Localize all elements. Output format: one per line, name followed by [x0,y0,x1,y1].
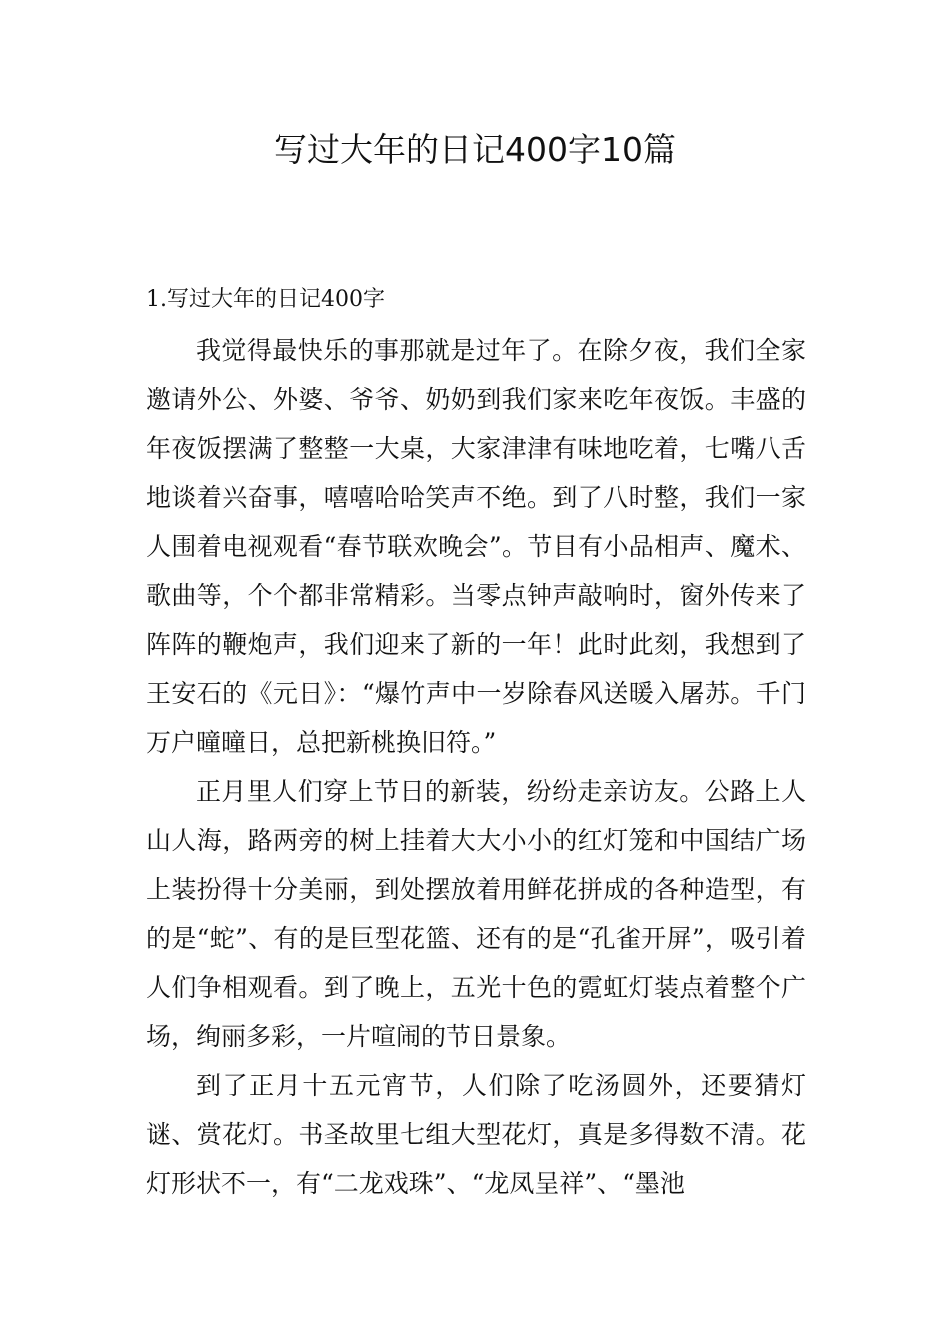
document-title: 写过大年的日记400字10篇 [274,130,676,169]
section-heading: 1.写过大年的日记400字 [146,287,385,312]
paragraph-1: 我觉得最快乐的事那就是过年了。在除夕夜，我们全家邀请外公、外婆、爷爷、奶奶到我们家来吃年夜饭。丰盛的年夜饭摆满了整整一大桌，大家津津有味地吃着，七嘴八舌地谈着兴奋事，嘻嘻哈哈笑声不绝。到了八时整，我们一家人围着电视观看“春节联欢晚会”。节目有小品相声、魔术、歌曲等，个个都非常精彩。当零点钟声敲响时，窗外传来了阵阵的鞭炮声，我们迎来了新的一年！此时此刻，我想到了王安石的《元日》：“爆竹声中一岁除春风送暖入屠苏。千门万户曈曈日，总把新桃换旧符。” [146,336,806,757]
paragraph-3: 到了正月十五元宵节，人们除了吃汤圆外，还要猜灯谜、赏花灯。书圣故里七组大型花灯，真是多得数不清。花灯形状不一，有“二龙戏珠”、“龙凤呈祥”、“墨池 [146,1071,806,1198]
document-body [146,326,806,1208]
paragraph-2: 正月里人们穿上节日的新装，纷纷走亲访友。公路上人山人海，路两旁的树上挂着大大小小的红灯笼和中国结广场上装扮得十分美丽，到处摆放着用鲜花拼成的各种造型，有的是“蛇”、有的是巨型花篮、还有的是“孔雀开屏”，吸引着人们争相观看。到了晚上，五光十色的霓虹灯装点着整个广场，绚丽多彩，一片喧闹的节日景象。 [146,777,806,1051]
